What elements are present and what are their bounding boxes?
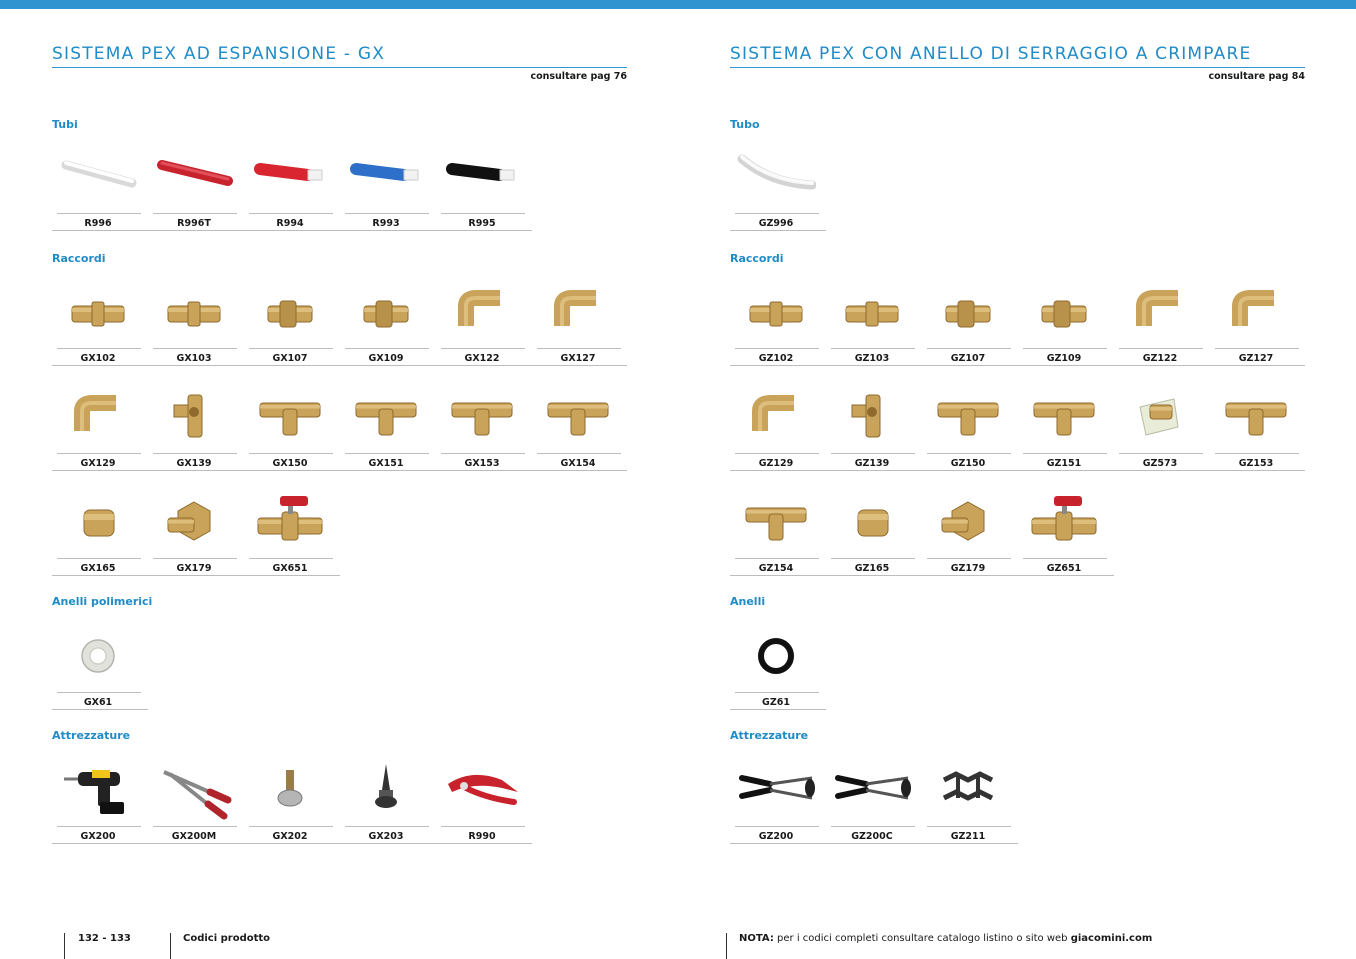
product-item bbox=[826, 385, 918, 473]
product-item bbox=[826, 490, 918, 578]
left-page-reference: consultare pag 76 bbox=[530, 71, 627, 82]
item-divider bbox=[927, 453, 1011, 454]
item-divider bbox=[1023, 558, 1107, 559]
product-code: GX127 bbox=[560, 353, 596, 364]
brass-nut-icon bbox=[928, 490, 1008, 556]
product-code: GZ200 bbox=[758, 831, 794, 842]
product-code: GZ102 bbox=[758, 353, 794, 364]
row-divider bbox=[52, 365, 627, 366]
brass-elbow-icon bbox=[538, 280, 618, 346]
product-item bbox=[730, 624, 822, 712]
brass-tee-icon bbox=[928, 385, 1008, 451]
product-code: GX122 bbox=[464, 353, 500, 364]
item-divider bbox=[249, 826, 333, 827]
product-code: GZ139 bbox=[854, 458, 890, 469]
item-divider bbox=[345, 453, 429, 454]
row-divider bbox=[730, 843, 1018, 844]
product-code: GX200M bbox=[171, 831, 217, 842]
product-row bbox=[52, 758, 627, 848]
product-code: GZ165 bbox=[854, 563, 890, 574]
product-row bbox=[52, 385, 627, 475]
brass-adapter-icon bbox=[1024, 280, 1104, 346]
product-item bbox=[1018, 280, 1110, 368]
brass-plug-icon bbox=[832, 490, 912, 556]
brass-elbow-icon bbox=[442, 280, 522, 346]
footer-divider bbox=[64, 933, 65, 959]
product-code: GX203 bbox=[368, 831, 404, 842]
product-code: GZ103 bbox=[854, 353, 890, 364]
expander-cone-icon bbox=[346, 758, 426, 824]
brass-nut-icon bbox=[154, 490, 234, 556]
product-item bbox=[436, 385, 528, 473]
product-item bbox=[1210, 280, 1302, 368]
item-divider bbox=[57, 348, 141, 349]
right-page bbox=[730, 0, 1305, 959]
product-row bbox=[730, 280, 1305, 370]
item-divider bbox=[153, 558, 237, 559]
item-divider bbox=[831, 348, 915, 349]
product-item bbox=[532, 280, 624, 368]
item-divider bbox=[537, 453, 621, 454]
item-divider bbox=[735, 558, 819, 559]
item-divider bbox=[1119, 453, 1203, 454]
product-row bbox=[52, 145, 627, 235]
product-code: GZ573 bbox=[1142, 458, 1178, 469]
row-divider bbox=[52, 575, 340, 576]
section-heading: Raccordi bbox=[52, 252, 106, 265]
item-divider bbox=[441, 453, 525, 454]
footer-note-text: per i codici completi consultare catalogo listino o sito web bbox=[773, 933, 1071, 944]
product-code: GX154 bbox=[560, 458, 596, 469]
item-divider bbox=[345, 213, 429, 214]
item-divider bbox=[735, 348, 819, 349]
product-code: GX61 bbox=[83, 697, 113, 708]
product-item bbox=[436, 280, 528, 368]
product-code: R996 bbox=[84, 218, 112, 229]
product-code: GX150 bbox=[272, 458, 308, 469]
ball-valve-icon bbox=[250, 490, 330, 556]
section-heading: Tubo bbox=[730, 118, 760, 131]
item-divider bbox=[57, 692, 141, 693]
product-code: GZ127 bbox=[1238, 353, 1274, 364]
row-divider bbox=[52, 843, 532, 844]
row-divider bbox=[730, 575, 1114, 576]
brass-wall-elbow-icon bbox=[832, 385, 912, 451]
crimp-pliers-icon bbox=[736, 758, 816, 824]
item-divider bbox=[1023, 453, 1107, 454]
product-code: GZ151 bbox=[1046, 458, 1082, 469]
product-item bbox=[244, 385, 336, 473]
product-code: GZ651 bbox=[1046, 563, 1082, 574]
product-code: GZ996 bbox=[758, 218, 794, 229]
item-divider bbox=[249, 213, 333, 214]
product-code: GX153 bbox=[464, 458, 500, 469]
product-item bbox=[1018, 490, 1110, 578]
item-divider bbox=[1119, 348, 1203, 349]
item-divider bbox=[345, 348, 429, 349]
product-code: GZ211 bbox=[950, 831, 986, 842]
section-heading: Tubi bbox=[52, 118, 78, 131]
product-code: R993 bbox=[372, 218, 400, 229]
section-heading: Raccordi bbox=[730, 252, 784, 265]
item-divider bbox=[1215, 348, 1299, 349]
product-code: R990 bbox=[468, 831, 496, 842]
wall-bracket-icon bbox=[1120, 385, 1200, 451]
product-item bbox=[52, 624, 144, 712]
brass-tee-icon bbox=[1024, 385, 1104, 451]
product-code: GZ179 bbox=[950, 563, 986, 574]
section-heading: Anelli bbox=[730, 595, 766, 608]
product-code: GZ154 bbox=[758, 563, 794, 574]
white-ring-icon bbox=[58, 624, 138, 690]
expander-head-icon bbox=[250, 758, 330, 824]
product-item bbox=[436, 758, 528, 846]
item-divider bbox=[735, 213, 819, 214]
ball-valve-icon bbox=[1024, 490, 1104, 556]
brass-elbow-icon bbox=[1120, 280, 1200, 346]
product-item bbox=[1210, 385, 1302, 473]
manual-expander-icon bbox=[154, 758, 234, 824]
black-ring-icon bbox=[736, 624, 816, 690]
product-code: GX165 bbox=[80, 563, 116, 574]
crimp-pliers-icon bbox=[832, 758, 912, 824]
product-code: GZ122 bbox=[1142, 353, 1178, 364]
product-code: R996T bbox=[177, 218, 211, 229]
product-item bbox=[922, 758, 1014, 846]
row-divider bbox=[730, 365, 1305, 366]
footer-section-name: Codici prodotto bbox=[183, 933, 271, 944]
item-divider bbox=[831, 558, 915, 559]
row-divider bbox=[730, 709, 826, 710]
right-page-title: SISTEMA PEX CON ANELLO DI SERRAGGIO A CRIMPARE bbox=[730, 44, 1252, 64]
product-item bbox=[340, 758, 432, 846]
product-code: GX200 bbox=[80, 831, 116, 842]
product-row bbox=[730, 758, 1305, 848]
product-item bbox=[532, 385, 624, 473]
brass-coupling-icon bbox=[154, 280, 234, 346]
product-code: GZ200C bbox=[851, 831, 893, 842]
product-row bbox=[730, 145, 1305, 235]
pipe-black-sleeve-icon bbox=[442, 145, 522, 211]
product-code: GZ109 bbox=[1046, 353, 1082, 364]
drill-tool-icon bbox=[58, 758, 138, 824]
product-row bbox=[52, 280, 627, 370]
product-item bbox=[244, 758, 336, 846]
product-item bbox=[730, 758, 822, 846]
product-item bbox=[730, 385, 822, 473]
product-item bbox=[244, 145, 336, 233]
product-item bbox=[148, 758, 240, 846]
product-code: GZ129 bbox=[758, 458, 794, 469]
product-item bbox=[340, 280, 432, 368]
brass-adapter-icon bbox=[346, 280, 426, 346]
brass-tee-icon bbox=[346, 385, 426, 451]
item-divider bbox=[345, 826, 429, 827]
item-divider bbox=[153, 348, 237, 349]
brass-elbow-icon bbox=[1216, 280, 1296, 346]
item-divider bbox=[735, 692, 819, 693]
product-code: GZ150 bbox=[950, 458, 986, 469]
pipe-white-curved-icon bbox=[736, 145, 816, 211]
item-divider bbox=[57, 558, 141, 559]
item-divider bbox=[153, 453, 237, 454]
section-heading: Anelli polimerici bbox=[52, 595, 153, 608]
product-code: GX103 bbox=[176, 353, 212, 364]
item-divider bbox=[57, 453, 141, 454]
pipe-red-icon bbox=[154, 145, 234, 211]
product-code: GX202 bbox=[272, 831, 308, 842]
product-item bbox=[922, 280, 1014, 368]
product-item bbox=[340, 385, 432, 473]
footer-divider bbox=[170, 933, 171, 959]
brass-elbow-icon bbox=[736, 385, 816, 451]
item-divider bbox=[153, 213, 237, 214]
product-code: GZ61 bbox=[762, 697, 790, 708]
item-divider bbox=[249, 558, 333, 559]
item-divider bbox=[735, 453, 819, 454]
product-code: GX129 bbox=[80, 458, 116, 469]
product-item bbox=[340, 145, 432, 233]
product-item bbox=[922, 385, 1014, 473]
product-code: GZ153 bbox=[1238, 458, 1274, 469]
item-divider bbox=[441, 213, 525, 214]
brass-adapter-icon bbox=[928, 280, 1008, 346]
row-divider bbox=[52, 230, 532, 231]
footer-page-numbers: 132 - 133 bbox=[78, 933, 131, 944]
pipe-white-icon bbox=[58, 145, 138, 211]
product-code: GX179 bbox=[176, 563, 212, 574]
section-heading: Attrezzature bbox=[52, 729, 131, 742]
item-divider bbox=[249, 348, 333, 349]
brass-coupling-icon bbox=[58, 280, 138, 346]
product-row bbox=[52, 490, 627, 580]
product-row bbox=[730, 385, 1305, 475]
brass-coupling-icon bbox=[736, 280, 816, 346]
product-item bbox=[148, 490, 240, 578]
item-divider bbox=[735, 826, 819, 827]
item-divider bbox=[927, 348, 1011, 349]
brass-plug-icon bbox=[58, 490, 138, 556]
product-code: R994 bbox=[276, 218, 304, 229]
brass-adapter-icon bbox=[250, 280, 330, 346]
product-item bbox=[148, 385, 240, 473]
product-item bbox=[52, 145, 144, 233]
row-divider bbox=[730, 470, 1305, 471]
product-item bbox=[436, 145, 528, 233]
product-item bbox=[148, 280, 240, 368]
product-item bbox=[1114, 280, 1206, 368]
footer-divider bbox=[726, 933, 727, 959]
product-item bbox=[730, 490, 822, 578]
gauge-tool-icon bbox=[928, 758, 1008, 824]
product-item bbox=[1018, 385, 1110, 473]
product-item bbox=[1114, 385, 1206, 473]
item-divider bbox=[57, 213, 141, 214]
footer-note bbox=[739, 933, 1152, 944]
pipe-blue-sleeve-icon bbox=[346, 145, 426, 211]
brass-tee-icon bbox=[1216, 385, 1296, 451]
item-divider bbox=[441, 348, 525, 349]
item-divider bbox=[927, 826, 1011, 827]
item-divider bbox=[537, 348, 621, 349]
product-code: GX139 bbox=[176, 458, 212, 469]
row-divider bbox=[52, 470, 627, 471]
product-code: R995 bbox=[468, 218, 496, 229]
product-code: GZ107 bbox=[950, 353, 986, 364]
pipe-red-sleeve-icon bbox=[250, 145, 330, 211]
item-divider bbox=[441, 826, 525, 827]
product-item bbox=[244, 280, 336, 368]
product-code: GX102 bbox=[80, 353, 116, 364]
brass-tee-icon bbox=[442, 385, 522, 451]
item-divider bbox=[249, 453, 333, 454]
brass-elbow-icon bbox=[58, 385, 138, 451]
item-divider bbox=[831, 453, 915, 454]
product-item bbox=[826, 758, 918, 846]
row-divider bbox=[52, 709, 148, 710]
product-code: GX107 bbox=[272, 353, 308, 364]
row-divider bbox=[730, 230, 826, 231]
product-item bbox=[148, 145, 240, 233]
pipe-cutter-icon bbox=[442, 758, 522, 824]
product-row bbox=[52, 624, 627, 714]
product-item bbox=[730, 145, 822, 233]
item-divider bbox=[831, 826, 915, 827]
product-code: GX109 bbox=[368, 353, 404, 364]
right-page-reference: consultare pag 84 bbox=[1208, 71, 1305, 82]
brass-wall-elbow-icon bbox=[154, 385, 234, 451]
left-title-rule bbox=[52, 67, 627, 68]
footer-note-label: NOTA: bbox=[739, 933, 774, 944]
product-item bbox=[244, 490, 336, 578]
product-item bbox=[52, 280, 144, 368]
brass-tee-icon bbox=[250, 385, 330, 451]
item-divider bbox=[1023, 348, 1107, 349]
brass-tee-icon bbox=[736, 490, 816, 556]
product-item bbox=[922, 490, 1014, 578]
product-row bbox=[730, 624, 1305, 714]
left-page-title: SISTEMA PEX AD ESPANSIONE - GX bbox=[52, 44, 386, 64]
product-item bbox=[730, 280, 822, 368]
product-row bbox=[730, 490, 1305, 580]
product-item bbox=[52, 490, 144, 578]
section-heading: Attrezzature bbox=[730, 729, 809, 742]
item-divider bbox=[927, 558, 1011, 559]
item-divider bbox=[153, 826, 237, 827]
footer-note-site: giacomini.com bbox=[1070, 933, 1153, 944]
item-divider bbox=[57, 826, 141, 827]
item-divider bbox=[1215, 453, 1299, 454]
product-item bbox=[826, 280, 918, 368]
left-page bbox=[52, 0, 627, 959]
brass-coupling-icon bbox=[832, 280, 912, 346]
product-code: GX151 bbox=[368, 458, 404, 469]
product-item bbox=[52, 758, 144, 846]
brass-tee-icon bbox=[538, 385, 618, 451]
product-code: GX651 bbox=[272, 563, 308, 574]
product-item bbox=[52, 385, 144, 473]
right-title-rule bbox=[730, 67, 1305, 68]
